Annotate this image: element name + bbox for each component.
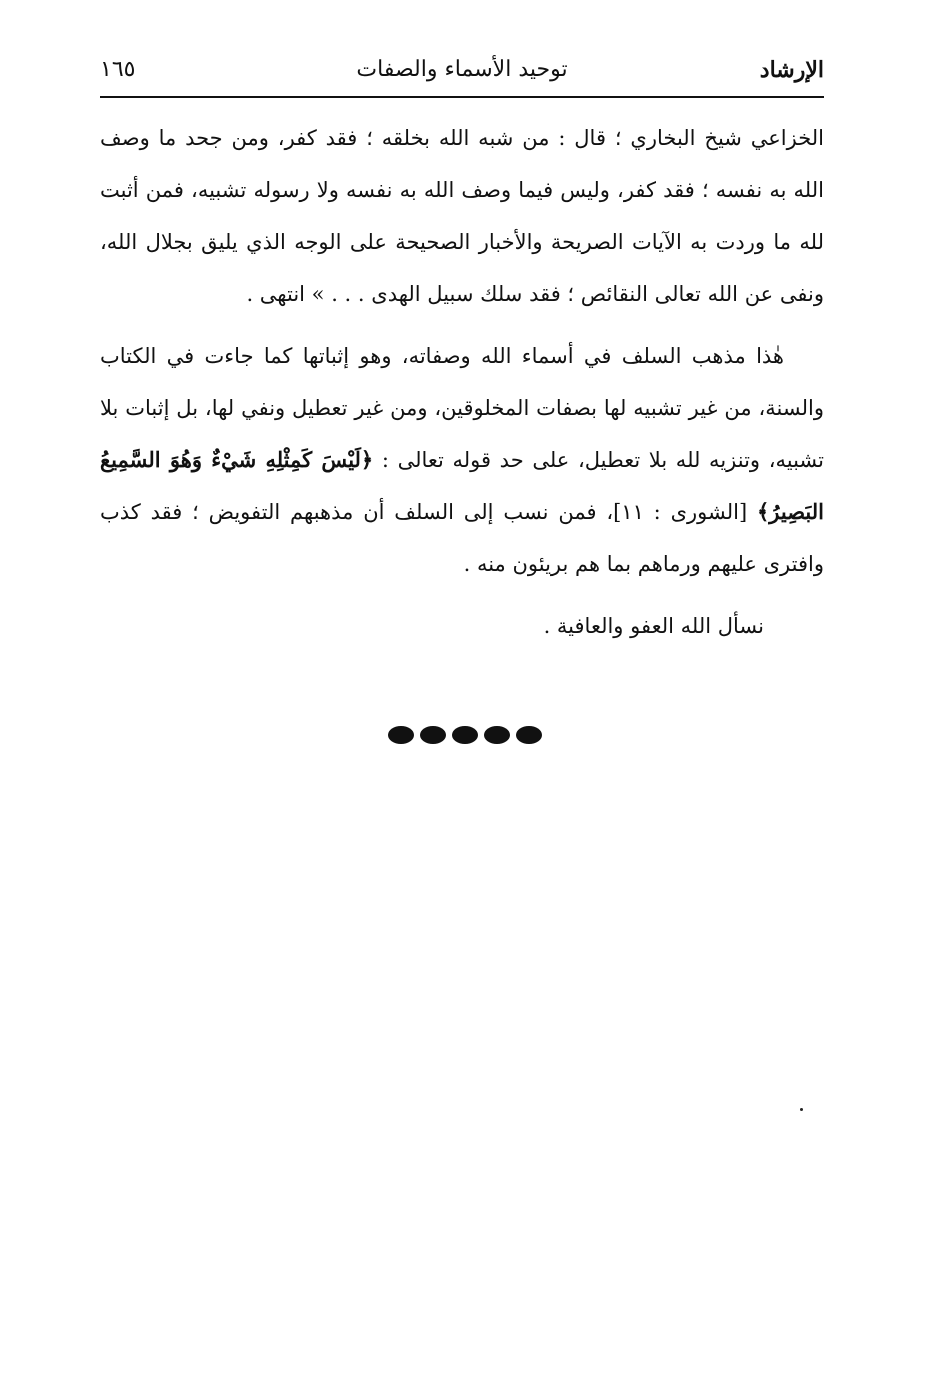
- scan-speck: [800, 1108, 803, 1111]
- paragraph-text-end: [الشورى : ١١]، فمن نسب إلى السلف أن مذهبهم التفويض ؛ فقد كذب وافترى عليهم ورماهم بما هم بريئون منه .: [100, 500, 824, 576]
- page-number: ١٦٥: [100, 57, 136, 82]
- ornament-dot: [388, 726, 414, 744]
- paragraph-quote: الخزاعي شيخ البخاري ؛ قال : من شبه الله بخلقه ؛ فقد كفر، ومن جحد ما وصف الله به نفسه ؛ فقد كفر، وليس فيما وصف الله به نفسه ولا رسوله تشبيه، فمن أثبت لله ما وردت به الآيات الصريحة والأخبار الصحيحة على الوجه الذي يليق بجلال الله، ونفى عن الله تعالى النقائص ؛ فقد سلك سبيل الهدى . . . » انتهى .: [100, 126, 824, 306]
- ornament-dot: [516, 726, 542, 744]
- section-end-ornament: [0, 726, 930, 744]
- closing-supplication: نسأل الله العفو والعافية .: [543, 614, 764, 638]
- header-rule: [100, 96, 824, 98]
- paragraph-salaf-doctrine: [100, 330, 824, 590]
- page-header: [100, 48, 824, 92]
- page-body: [100, 112, 824, 652]
- ornament-dot: [452, 726, 478, 744]
- paragraph-text-start: هٰذا مذهب السلف في أسماء الله وصفاته، وهو إثباتها كما جاءت في الكتاب والسنة، من غير تشبيه لها بصفات المخلوقين، ومن غير تعطيل ونفي لها، بل إثبات بلا تشبيه، وتنزيه لله بلا تعطيل، على حد قوله تعالى :: [100, 344, 824, 472]
- chapter-title: توحيد الأسماء والصفات: [356, 57, 568, 82]
- ornament-dot: [484, 726, 510, 744]
- quran-verse: ﴿لَيْسَ كَمِثْلِهِ شَيْءٌ وَهُوَ السَّمِيعُ البَصِيرُ﴾: [100, 447, 824, 524]
- book-title: الإرشاد: [759, 57, 824, 83]
- ornament-dot: [420, 726, 446, 744]
